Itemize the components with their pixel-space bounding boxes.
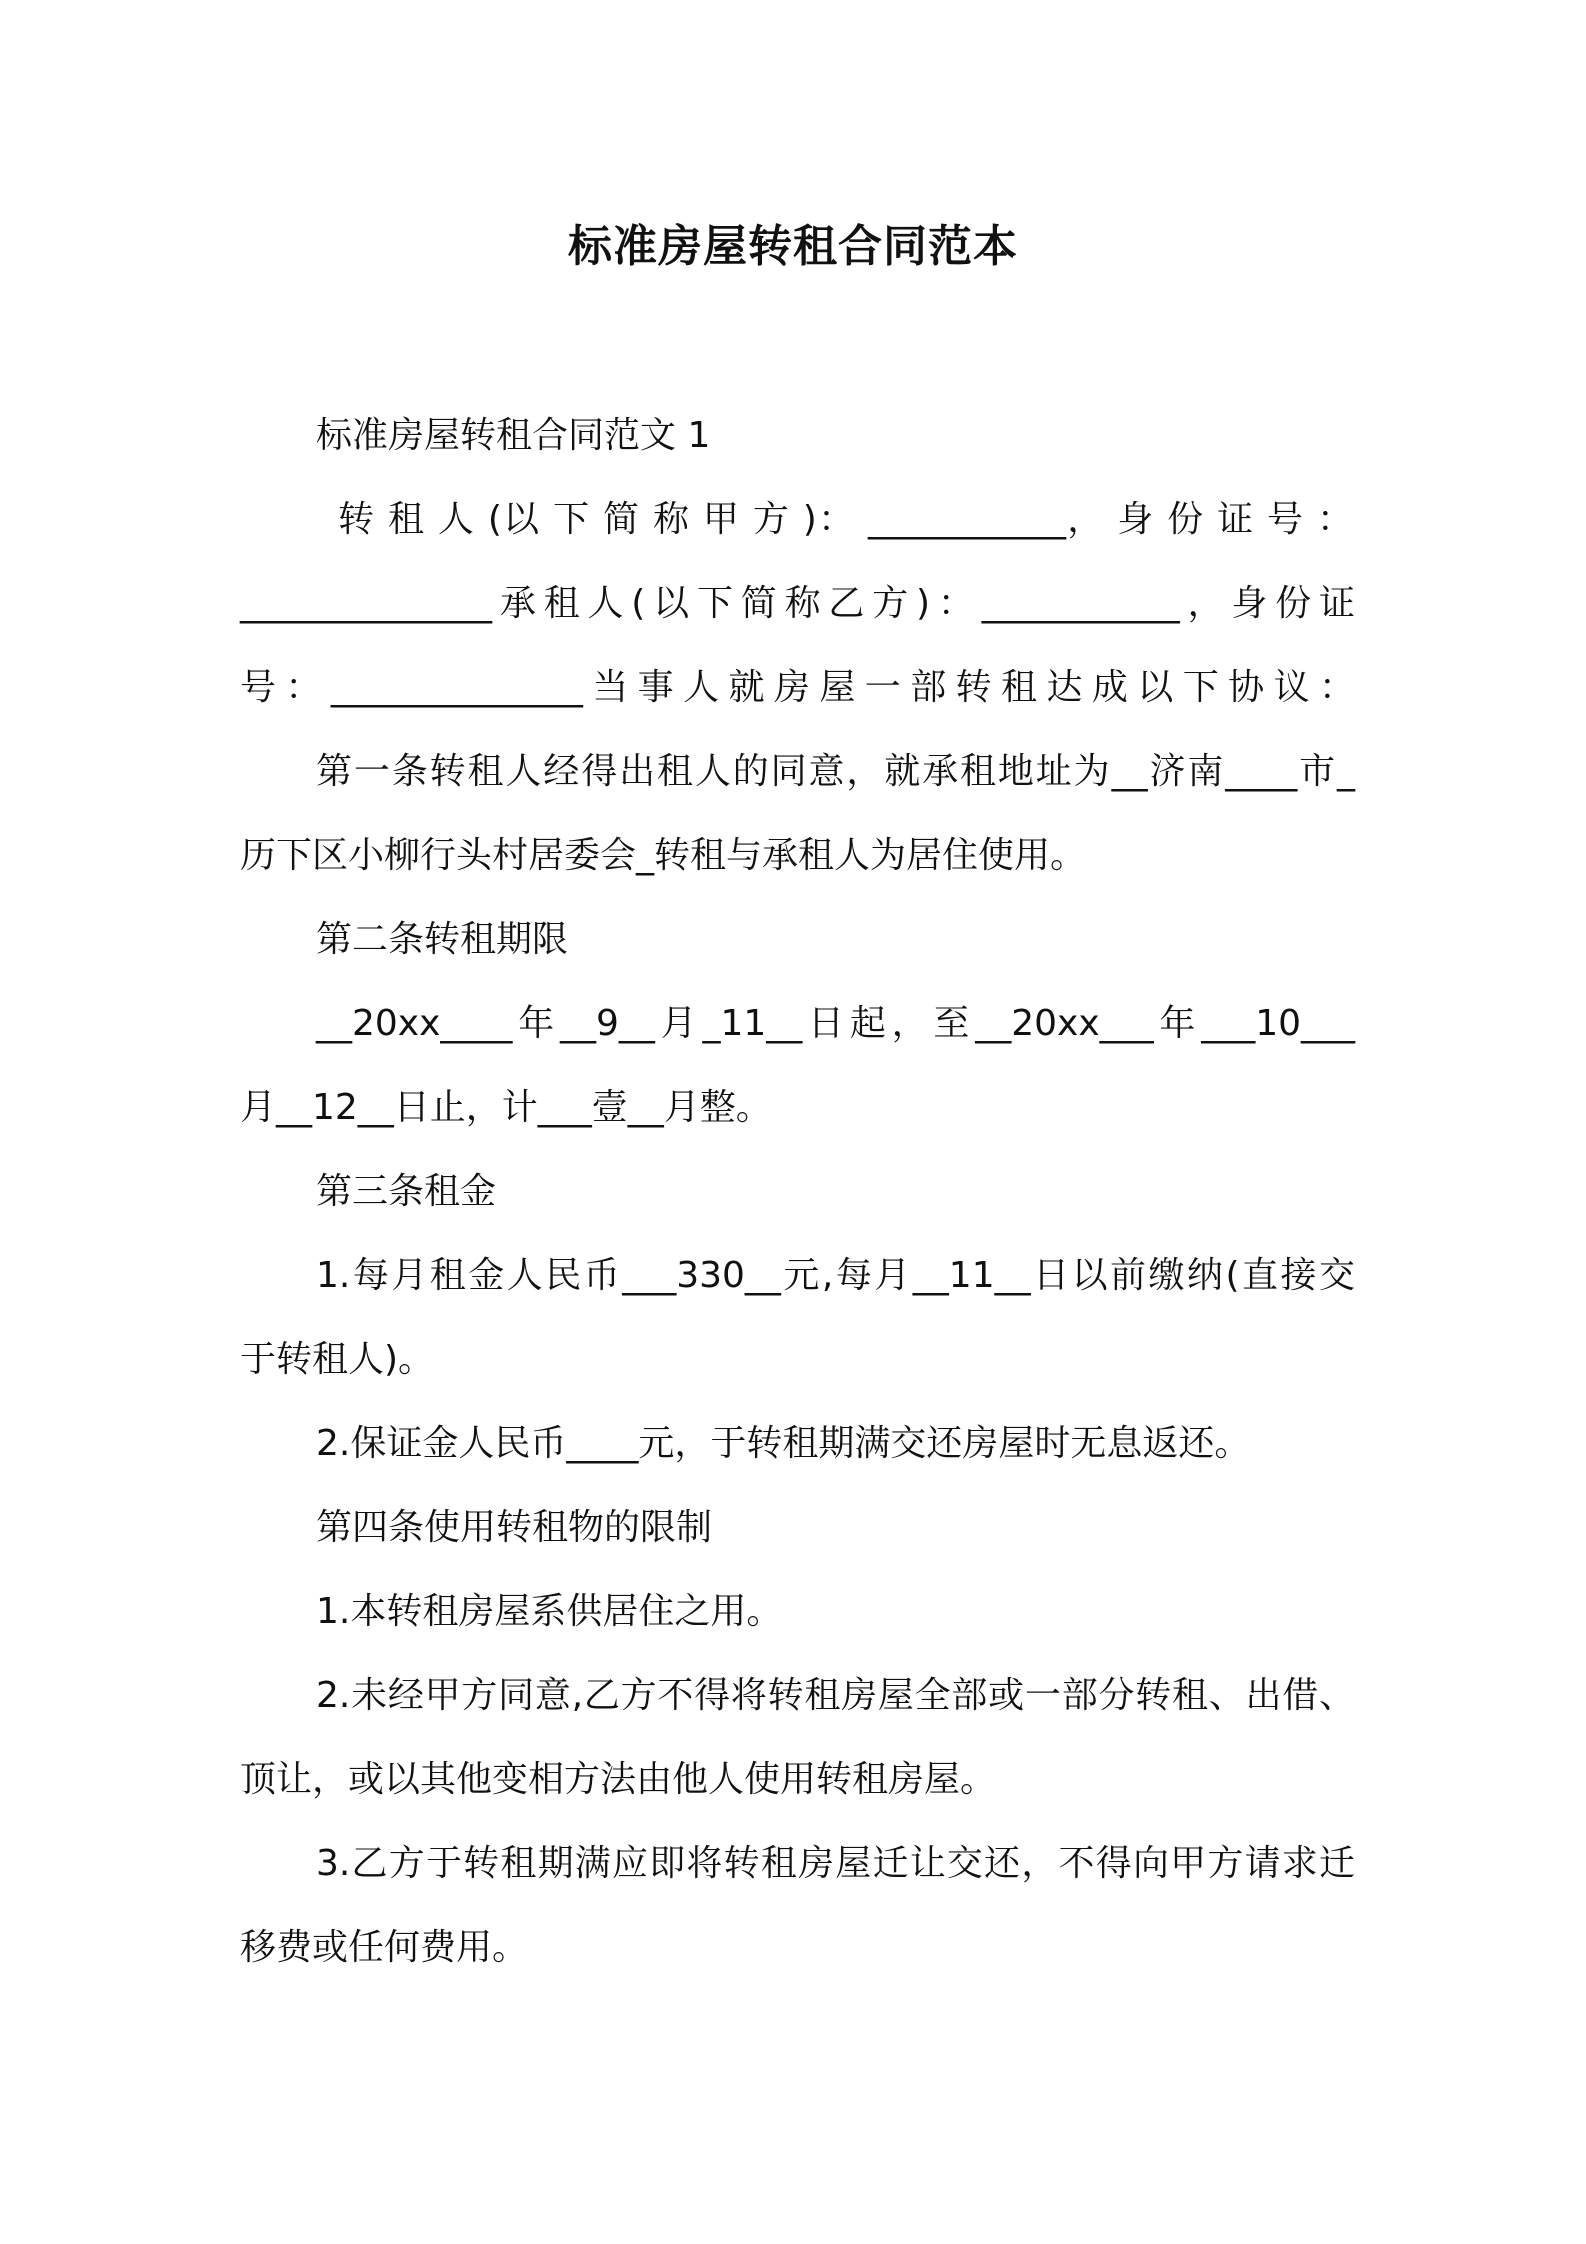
paragraph-line: 2.未经甲方同意,乙方不得将转租房屋全部或一部分转租、出借、 bbox=[316, 1675, 1355, 1716]
paragraph-line: 1.本转租房屋系供居住之用。 bbox=[316, 1591, 783, 1632]
paragraph-line: 3.乙方于转租期满应即将转租房屋迁让交还，不得向甲方请求迁 bbox=[316, 1843, 1355, 1884]
paragraph-line: 号：______________当事人就房屋一部转租达成以下协议： bbox=[240, 667, 1355, 708]
paragraph-line: 1.每月租金人民币___330__元,每月__11__日以前缴纳(直接交 bbox=[316, 1255, 1355, 1296]
paragraph-line: ______________承租人(以下简称乙方)：___________，身份证 bbox=[240, 583, 1355, 624]
paragraph-line: __20xx____年__9__月_11__日起，至__20xx___年___10___ bbox=[316, 1003, 1355, 1044]
paragraph-line: 转 租 人 (以 下 简 称 甲 方 )： ___________， 身 份 证 号 ： bbox=[338, 499, 1353, 540]
section-heading: 第二条转租期限 bbox=[316, 919, 569, 960]
document-subtitle: 标准房屋转租合同范文 1 bbox=[316, 415, 711, 456]
paragraph-line: 顶让，或以其他变相方法由他人使用转租房屋。 bbox=[240, 1759, 997, 1800]
paragraph-line: 第一条转租人经得出租人的同意，就承租地址为__济南____市_ bbox=[316, 751, 1355, 792]
section-heading: 第四条使用转租物的限制 bbox=[316, 1507, 713, 1548]
section-heading: 第三条租金 bbox=[316, 1171, 497, 1212]
paragraph-line: 月__12__日止，计___壹__月整。 bbox=[240, 1087, 772, 1128]
paragraph-line: 2.保证金人民币____元，于转租期满交还房屋时无息返还。 bbox=[316, 1423, 1251, 1464]
paragraph-line: 移费或任何费用。 bbox=[240, 1927, 529, 1968]
paragraph-line: 于转租人)。 bbox=[240, 1339, 435, 1380]
paragraph-line: 历下区小柳行头村居委会_转租与承租人为居住使用。 bbox=[240, 835, 1087, 876]
document-title: 标准房屋转租合同范本 bbox=[568, 221, 1018, 272]
